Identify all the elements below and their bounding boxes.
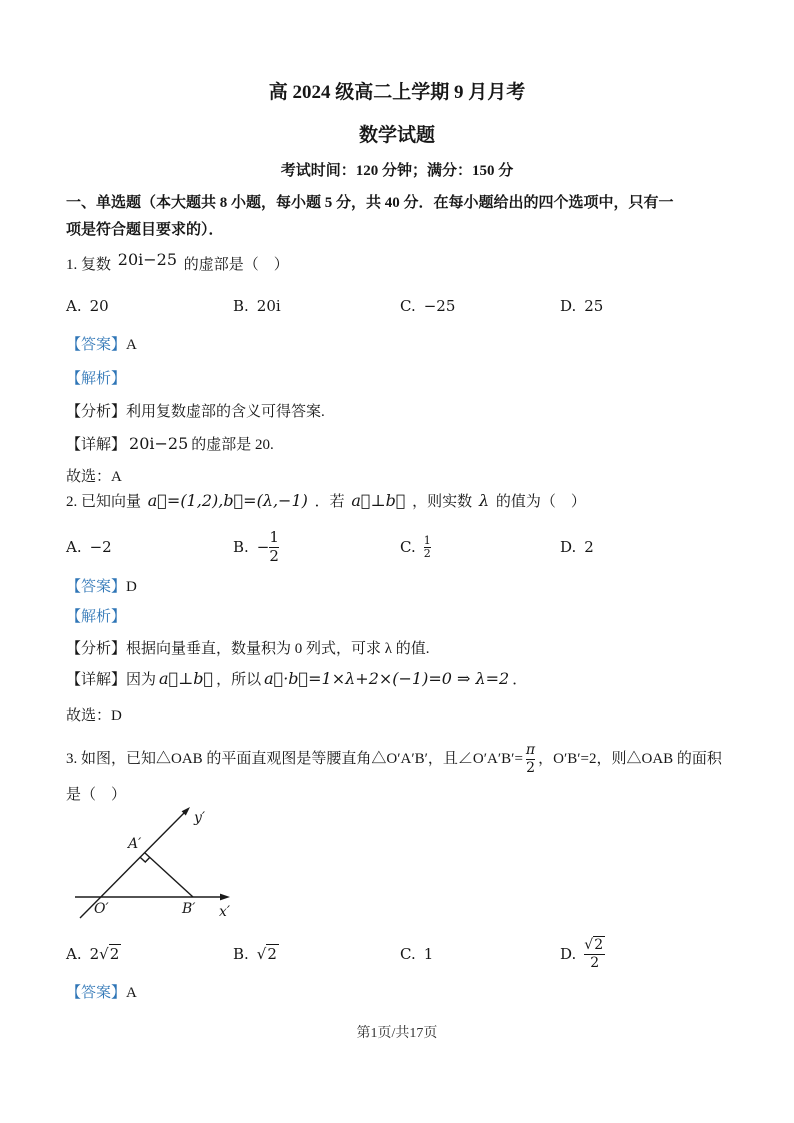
label-B-prime: B′	[182, 901, 196, 917]
fenxi-label: 【分析】	[66, 641, 127, 657]
q2-xiangjie-pre: 因为	[126, 672, 157, 688]
question-3-options	[66, 930, 766, 978]
q3-option-a-coef: 2	[89, 945, 100, 963]
q1-answer-line	[66, 335, 746, 355]
q1-option-d-value: 25	[584, 297, 604, 315]
q1-stem-pre: 1. 复数	[66, 257, 112, 273]
radical-sign: √	[99, 945, 109, 963]
q2-option-d-value: 2	[584, 538, 594, 556]
q1-xiangjie-math: 20i−25	[129, 434, 189, 453]
exam-info: 考试时间：120 分钟；满分：150 分	[280, 163, 514, 179]
q2-option-a-value: −2	[89, 538, 112, 556]
q1-choose-value: A	[111, 469, 122, 485]
q2-option-b-sign: −	[256, 538, 270, 556]
question-3-stem-line2: 是（ ）	[66, 787, 127, 803]
answer-label: 【答案】	[66, 337, 127, 353]
q3-option-d-value	[584, 937, 605, 970]
q3-option-d-fraction: $\frac{√2}{2}$	[584, 937, 604, 971]
q1-option-d	[560, 297, 766, 315]
q2-fenxi-line	[66, 639, 746, 659]
q3-stem-post: ，O′B′=2，则△OAB 的面积	[538, 751, 722, 767]
xiangjie-label: 【详解】	[66, 437, 127, 453]
q1-option-a-value: 20	[89, 297, 109, 315]
q1-option-d-label: D.	[560, 297, 577, 315]
q2-option-c-value	[424, 535, 431, 559]
q1-option-a-label: A.	[66, 297, 82, 315]
segment-A-prime-B-prime	[145, 853, 193, 897]
q2-stem-pre: 2. 已知向量	[66, 494, 142, 510]
q2-stem-post: 的值为（ ）	[495, 494, 586, 510]
q1-fenxi-line	[66, 402, 746, 422]
q2-choose-value: D	[111, 708, 122, 724]
q1-choose-line	[66, 467, 746, 487]
question-1-options	[66, 297, 766, 315]
right-angle-mark	[141, 857, 150, 862]
q2-stem-mid1: ．若	[314, 494, 345, 510]
x-prime-arrowhead	[220, 894, 230, 901]
doc-title-line2: 数学试题	[358, 125, 435, 146]
q1-option-c-label: C.	[400, 297, 416, 315]
q3-answer-line	[66, 983, 746, 1003]
label-O-prime: O′	[94, 901, 109, 917]
q2-stem-mid2: ，则实数	[412, 494, 473, 510]
q3-option-c-value: 1	[423, 945, 434, 963]
q3-option-d-radicand: 2	[594, 937, 604, 954]
fenxi-label: 【分析】	[66, 404, 127, 420]
question-3-stem-line1	[66, 736, 746, 782]
q2-option-a	[66, 538, 233, 556]
q1-option-c	[400, 297, 560, 315]
radical-sign: √	[584, 937, 594, 954]
q2-jiexi-line	[66, 607, 746, 627]
q2-option-b-fraction: $\frac{1}{2}$	[269, 528, 279, 565]
q3-answer-value: A	[126, 985, 137, 1001]
q2-answer-line	[66, 577, 746, 597]
jiexi-label: 【解析】	[66, 371, 127, 387]
q1-stem-post: 的虚部是（ ）	[183, 257, 289, 273]
q2-option-c-label: C.	[400, 538, 416, 556]
label-y-prime: y′	[194, 810, 206, 826]
q1-fenxi-text: 利用复数虚部的含义可得答案.	[126, 404, 325, 420]
label-x-prime: x′	[219, 904, 231, 920]
q1-xiangjie-post: 的虚部是 20.	[191, 437, 274, 453]
jiexi-label: 【解析】	[66, 609, 127, 625]
q2-fenxi-text: 根据向量垂直，数量积为 0 列式，可求 λ 的值.	[126, 641, 430, 657]
q1-stem-math: 20i−25	[117, 250, 178, 269]
q1-jiexi-line	[66, 369, 746, 389]
q3-option-a	[66, 945, 233, 963]
q3-option-a-value	[90, 945, 122, 963]
q1-xiangjie-line	[66, 434, 746, 455]
q2-option-b	[233, 529, 400, 565]
q3-figure-oblique-diagram	[66, 796, 261, 928]
choose-label: 故选：	[66, 708, 112, 724]
q3-option-b-value	[257, 945, 279, 963]
q2-option-b-label: B.	[233, 538, 249, 556]
q3-stem-fraction: $\frac{\pi}{2}$	[525, 742, 536, 776]
q3-option-a-label: A.	[66, 945, 82, 963]
choose-label: 故选：	[66, 469, 112, 485]
q3-option-c-label: C.	[400, 945, 416, 963]
q2-option-d-label: D.	[560, 538, 577, 556]
q3-option-b	[233, 945, 400, 963]
radical-sign: √	[256, 945, 267, 963]
q1-option-b-value: 20i	[256, 297, 281, 315]
q2-option-c	[400, 535, 560, 559]
section-header-line1: 一、单选题（本大题共 8 小题，每小题 5 分，共 40 分．在每小题给出的四个选项中，只有一	[66, 195, 674, 211]
q2-stem-math1: a⃗=(1,2),b⃗=(λ,−1)	[147, 491, 308, 510]
q3-option-b-radicand: 2	[267, 945, 277, 963]
q2-xiangjie-line	[66, 669, 746, 690]
question-1-stem	[66, 250, 746, 275]
q3-stem-pre: 3. 如图，已知△OAB 的平面直观图是等腰直角△O′A′B′，且∠O′A′B′=	[66, 751, 523, 767]
doc-title-line1: 高 2024 级高二上学期 9 月月考	[268, 82, 526, 103]
question-2-options	[66, 524, 766, 570]
q2-xiangjie-mid: ，所以	[216, 672, 262, 688]
q3-option-c	[400, 945, 560, 963]
q2-stem-math2: a⃗⊥b⃗	[351, 491, 406, 510]
answer-label: 【答案】	[66, 985, 127, 1001]
q1-option-a	[66, 297, 233, 315]
label-A-prime: A′	[128, 836, 142, 852]
question-2-stem	[66, 491, 746, 512]
q1-option-b-label: B.	[233, 297, 249, 315]
q2-option-a-label: A.	[66, 538, 82, 556]
page-footer: 第1页/共17页	[356, 1026, 438, 1041]
q2-xiangjie-math1: a⃗⊥b⃗	[159, 669, 214, 688]
q3-option-d-label: D.	[560, 945, 577, 963]
q1-option-c-value: −25	[423, 297, 456, 315]
q2-option-c-fraction: $\frac{1}{2}$	[423, 533, 431, 560]
q2-option-d	[560, 538, 766, 556]
q2-option-b-value	[257, 529, 279, 565]
q2-choose-line	[66, 706, 746, 726]
q1-answer-value: A	[126, 337, 137, 353]
xiangjie-label: 【详解】	[66, 672, 127, 688]
q2-stem-math3: λ	[478, 491, 490, 510]
q3-option-a-radicand: 2	[109, 945, 120, 963]
q2-answer-value: D	[126, 579, 137, 595]
answer-label: 【答案】	[66, 579, 127, 595]
q3-option-b-label: B.	[233, 945, 249, 963]
q1-option-b	[233, 297, 400, 315]
q2-xiangjie-end: ．	[512, 672, 528, 688]
q3-option-d	[560, 937, 766, 970]
section-header-line2: 项是符合题目要求的）．	[66, 222, 224, 238]
q2-xiangjie-math2: a⃗·b⃗=1×λ+2×(−1)=0 ⇒ λ=2	[264, 669, 510, 688]
